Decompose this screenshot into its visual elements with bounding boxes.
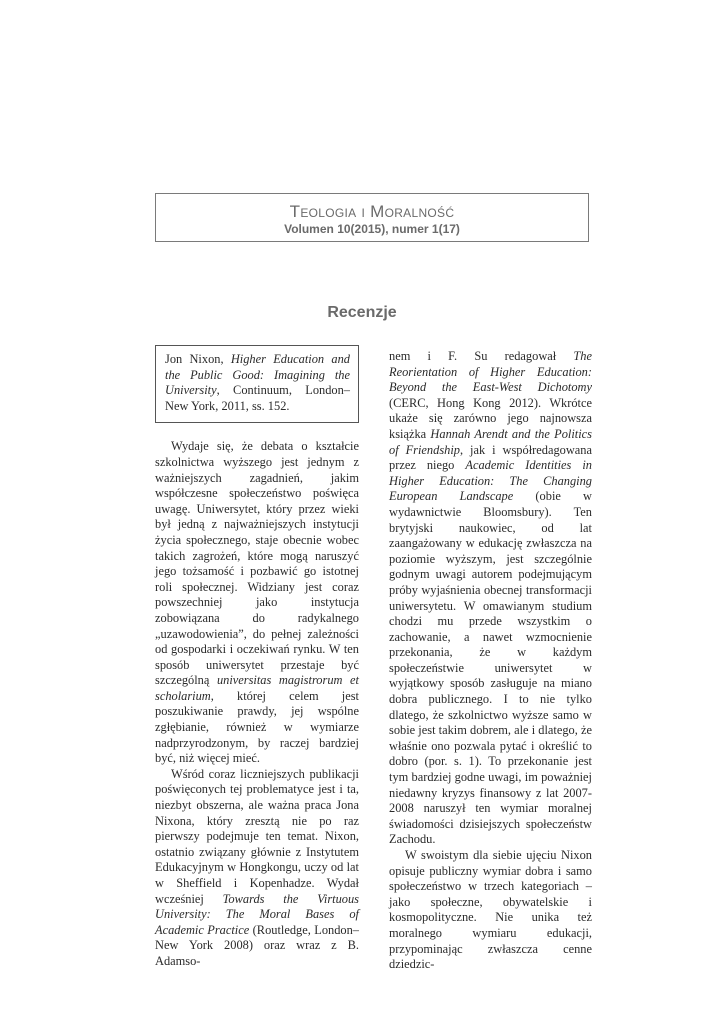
text-segment: W swoistym dla siebie ujęciu Nixon opisuje publiczny wymiar dobra i samo społeczeństwo w trzech kategoriach – jako społeczne, obywatelskie i kosmopolityczne. Nie unika też moralnego wymiaru edukacji, przypominając zwłaszcza cenne dziedzic- (389, 848, 592, 972)
text-segment-italic: The Reorientation of Higher Education: Beyond the East-West Dichotomy (389, 349, 592, 395)
text-segment: , której celem jest poszukiwanie prawdy, jej wspólne zgłębianie, również w wymiarze nadprzyrodzonym, by raczej bardziej być, niż więcej mieć. (155, 688, 359, 766)
book-title: Higher Education and the Public Good: Imagining the University (165, 352, 350, 398)
text-segment: , jak i współredagowana przez niego (389, 442, 592, 473)
text-segment: (Routledge, London–New York 2008) oraz wraz z B. Adamso- (155, 922, 359, 968)
paragraph (389, 349, 592, 848)
paragraph (389, 848, 592, 973)
text-segment: Wśród coraz liczniejszych publikacji poświęconych tej problematyce jest i ta, niezbyt obszerna, ale ważna praca Jona Nixona, który zresztą nie po raz pierwszy podejmuje ten temat. Nixon, ostatnio związany głównie z Instytutem Edukacyjnym w Hongkongu, uczy od lat w Sheffield i Kopenhadze. Wydał wcześniej (155, 766, 359, 906)
text-segment: nem i F. Su redagował (389, 349, 574, 363)
paragraph (155, 439, 359, 766)
journal-header-box (155, 193, 589, 242)
paragraph (155, 767, 359, 970)
right-column (389, 349, 592, 973)
text-segment-italic: Academic Identities in Higher Education: The Changing European Landscape (389, 458, 592, 504)
text-segment: (obie w wydawnictwie Bloomsbury). Ten brytyjski naukowiec, od lat zaangażowany w edukację zwłaszcza na poziomie wyższym, jest szczególnie godnym uwagi autorem podejmującym próby wyjaśnienia obecnej transformacji uniwersytetu. W omawianym studium chodzi mu przede wszystkim o zachowanie, a nawet wzmocnienie przekonania, że w każdym społeczeństwie uniwersytet w wyjątkowy sposób zasługuje na miano dobra publicznego. I to nie tylko dlatego, że szkolnictwo wyższe samo w sobie jest takim dobrem, ale i dlatego, że właśnie ono pozwala pytać i określić to dobro (por. s. 1). To przekonanie jest tym bardziej godne uwagi, im poważniej niedawny kryzys finansowy z lat 2007-2008 naruszył ten wymiar moralnej świadomości dzisiejszych społeczeństw Zachodu. (389, 489, 592, 847)
text-segment-italic: Hannah Arendt and the Politics of Friendship (389, 426, 592, 457)
journal-title: Teologia i Moralność (289, 202, 455, 221)
journal-volume: Volumen 10(2015), numer 1(17) (284, 222, 460, 236)
book-entry-box (155, 345, 359, 423)
text-segment: (CERC, Hong Kong 2012). Wkrótce ukaże się zarówno jego najnowsza książka (389, 395, 592, 441)
book-publisher: , Continuum, London–New York, 2011, ss. 152. (165, 383, 350, 413)
left-column (155, 345, 359, 970)
text-segment-italic: Towards the Virtuous University: The Moral Bases of Academic Practice (155, 891, 359, 937)
text-segment-italic: universitas magistrorum et scholarium (155, 673, 359, 703)
text-segment: Wydaje się, że debata o kształcie szkolnictwa wyższego jest jednym z ważniejszych zagadnień, jakim współczesne społeczeństwo poświęca uwagę. Uniwersytet, który przez wieki był jedną z najważniejszych instytucji życia społecznego, staje obecnie wobec takich zagrożeń, które mogą naruszyć jego tożsamość i pozbawić go istotnej roli społecznej. Widziany jest coraz powszechniej jako instytucja zobowiązana do radykalnego „uzawodowienia”, do pełnej zależności od gospodarki i oczekiwań rynku. W ten sposób uniwersytet przestaje być szczególną (155, 439, 359, 688)
section-title: Recenzje (327, 304, 397, 321)
book-author: Jon Nixon, (165, 352, 231, 366)
